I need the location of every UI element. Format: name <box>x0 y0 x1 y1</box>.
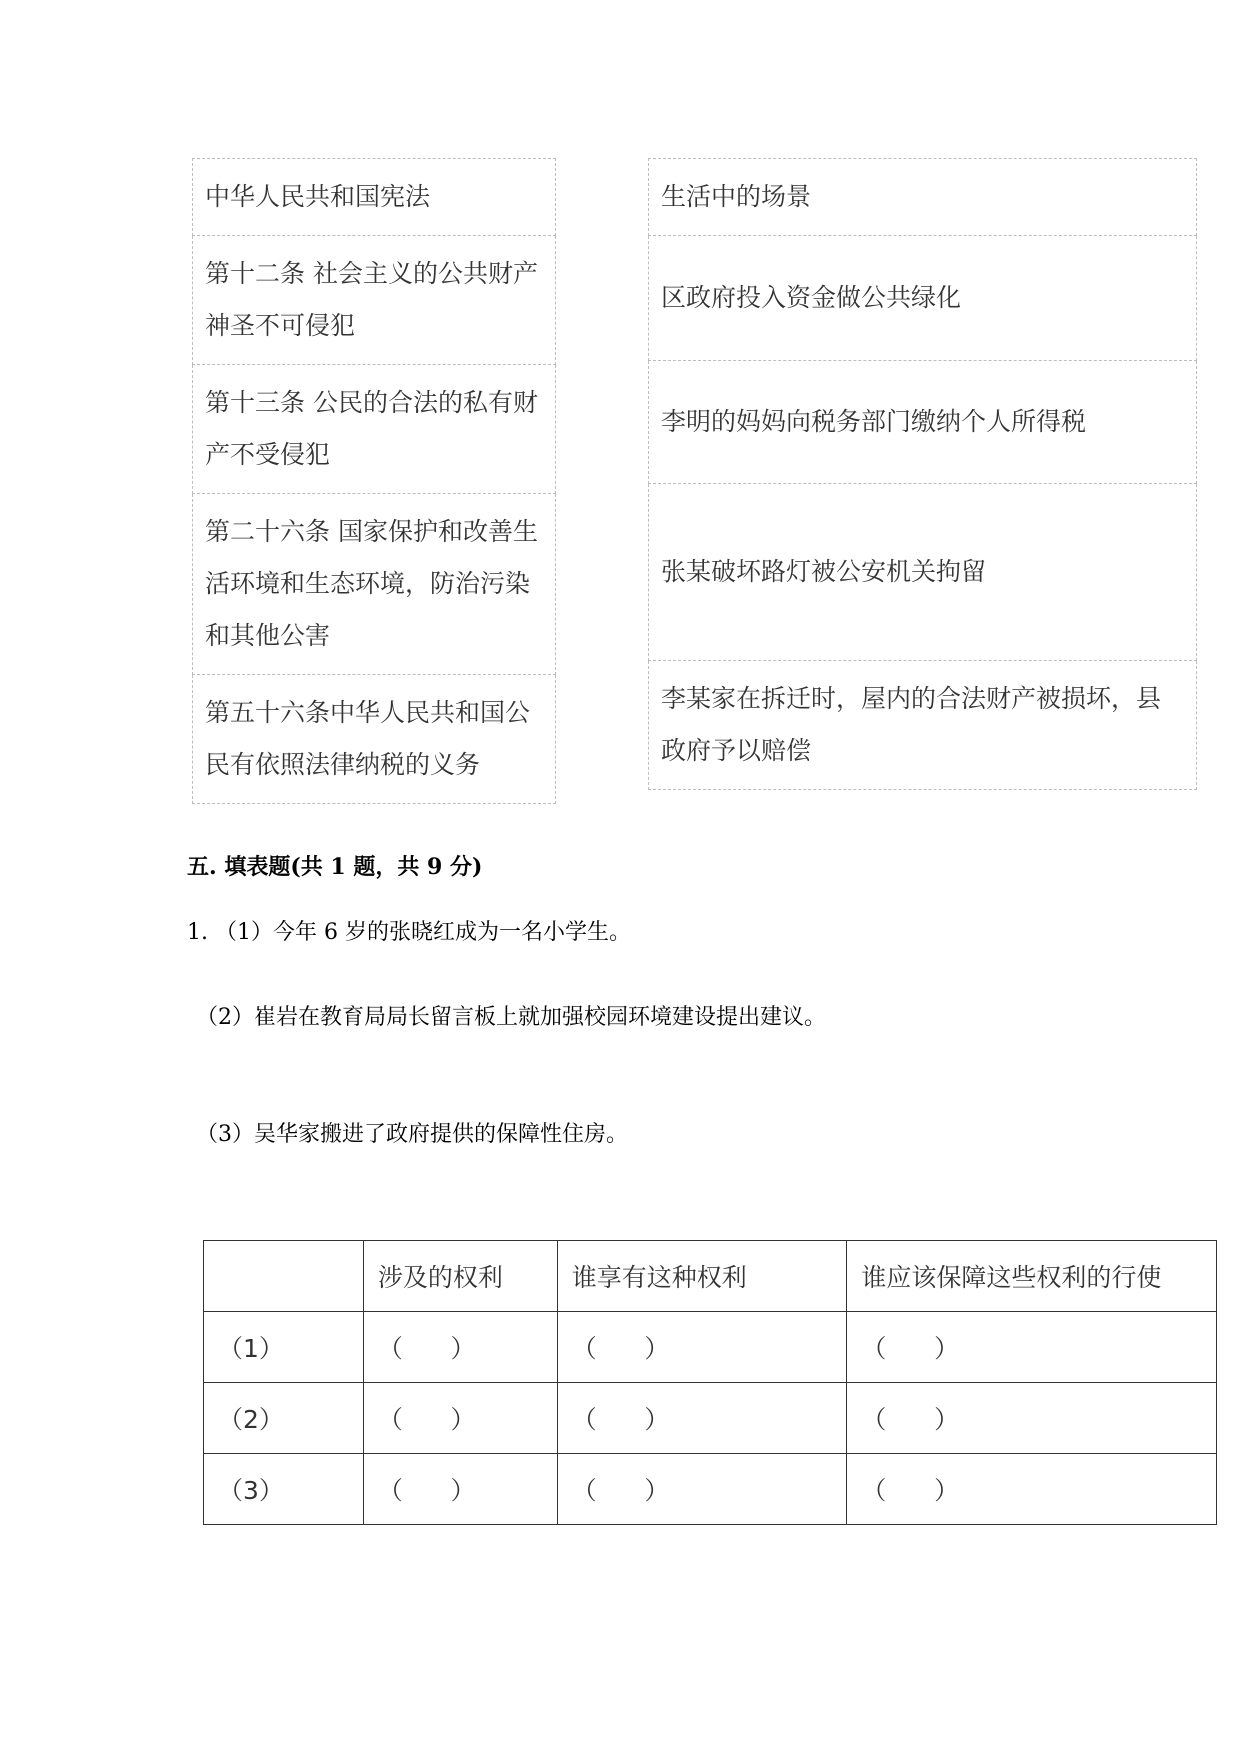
scene-tax: 李明的妈妈向税务部门缴纳个人所得税 <box>649 361 1197 484</box>
constitution-table <box>192 158 556 804</box>
header-who-guarantees: 谁应该保障这些权利的行使 <box>847 1241 1217 1312</box>
answer-blank[interactable]: （ ） <box>847 1383 1217 1454</box>
table-row <box>204 1312 1217 1383</box>
table-header-row <box>204 1241 1217 1312</box>
life-scene-table <box>648 158 1197 790</box>
article-56: 第五十六条中华人民共和国公民有依照法律纳税的义务 <box>193 675 556 804</box>
answer-blank[interactable]: （ ） <box>363 1454 557 1525</box>
answer-blank[interactable]: （ ） <box>557 1383 847 1454</box>
answer-blank[interactable]: （ ） <box>847 1312 1217 1383</box>
question-3: （3）吴华家搬进了政府提供的保障性住房。 <box>196 1122 628 1147</box>
header-empty <box>204 1241 364 1312</box>
article-13: 第十三条 公民的合法的私有财产不受侵犯 <box>193 365 556 494</box>
answer-blank[interactable]: （ ） <box>363 1383 557 1454</box>
answer-blank[interactable]: （ ） <box>847 1454 1217 1525</box>
row-label: （1） <box>204 1312 364 1383</box>
constitution-header: 中华人民共和国宪法 <box>193 159 556 236</box>
scene-header: 生活中的场景 <box>649 159 1197 236</box>
scene-greening: 区政府投入资金做公共绿化 <box>649 236 1197 361</box>
table-row <box>204 1454 1217 1525</box>
article-12: 第十二条 社会主义的公共财产神圣不可侵犯 <box>193 236 556 365</box>
table-row <box>204 1383 1217 1454</box>
question-1: 1. （1）今年 6 岁的张晓红成为一名小学生。 <box>187 920 631 945</box>
scene-streetlight: 张某破坏路灯被公安机关拘留 <box>649 484 1197 661</box>
answer-blank[interactable]: （ ） <box>363 1312 557 1383</box>
section-title: 五. 填表题(共 1 题，共 9 分) <box>187 854 483 880</box>
answer-blank[interactable]: （ ） <box>557 1312 847 1383</box>
scene-compensation: 李某家在拆迁时，屋内的合法财产被损坏，县政府予以赔偿 <box>649 661 1197 790</box>
header-who-enjoys: 谁享有这种权利 <box>557 1241 847 1312</box>
header-rights: 涉及的权利 <box>363 1241 557 1312</box>
rights-fill-table <box>203 1240 1217 1525</box>
article-26: 第二十六条 国家保护和改善生活环境和生态环境，防治污染和其他公害 <box>193 494 556 675</box>
answer-blank[interactable]: （ ） <box>557 1454 847 1525</box>
row-label: （3） <box>204 1454 364 1525</box>
row-label: （2） <box>204 1383 364 1454</box>
question-2: （2）崔岩在教育局局长留言板上就加强校园环境建设提出建议。 <box>196 1005 826 1030</box>
